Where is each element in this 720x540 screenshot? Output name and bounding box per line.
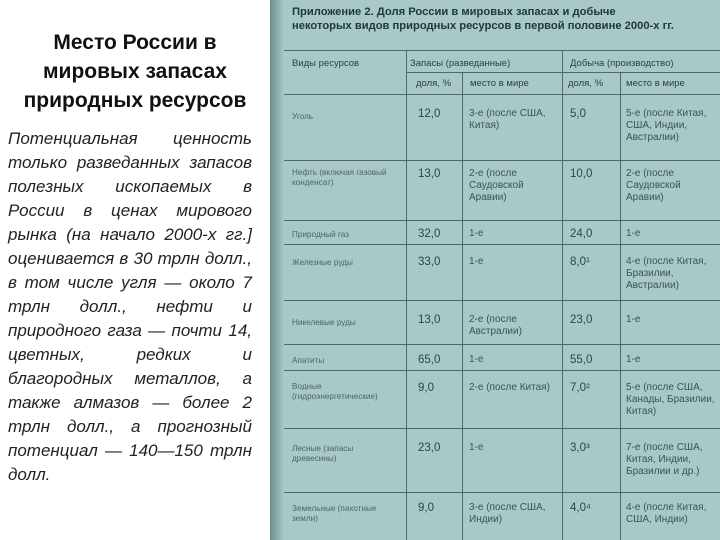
cell-prod-share: 7,0² (570, 382, 590, 394)
slide-title (8, 28, 262, 115)
cell-res-share: 32,0 (418, 228, 441, 240)
cell-res-place: 3-е (после США, Китая) (469, 108, 546, 131)
cell-resource: Нефть (включая газовый конденсат) (292, 168, 387, 187)
cell-prod-share: 24,0 (570, 228, 593, 240)
cell-resource: Железные руды (292, 258, 353, 267)
cell-prod-place: 4-е (после Китая, Бразилии, Австралии) (626, 256, 707, 291)
table-column-line (462, 72, 463, 540)
cell-res-place: 2-е (после Австралии) (469, 314, 522, 337)
table-column-line (406, 50, 407, 540)
table-rule (284, 94, 720, 95)
table-rule (284, 370, 720, 371)
table-rule (284, 50, 720, 51)
cell-res-share: 9,0 (418, 502, 434, 514)
table-rule (406, 72, 720, 73)
cell-prod-place: 7-е (после США, Китая, Индии, Бразилии и др.) (626, 442, 703, 477)
scanned-table-image (270, 0, 720, 540)
header-share: доля, % (416, 78, 452, 89)
table-rule (284, 344, 720, 345)
cell-prod-place: 2-е (после Саудовской Аравии) (626, 168, 681, 203)
table-rule (284, 300, 720, 301)
table-rule (284, 428, 720, 429)
table-caption-line: некоторых видов природных ресурсов в первой половине 2000-х гг. (292, 20, 674, 32)
title-line: природных ресурсов (23, 89, 247, 112)
table-column-line (562, 50, 563, 540)
cell-prod-place: 4-е (после Китая, США, Индии) (626, 502, 707, 525)
slide-text-panel (0, 0, 270, 540)
cell-res-place: 2-е (после Китая) (469, 382, 550, 393)
cell-prod-share: 10,0 (570, 168, 593, 180)
table-rule (284, 220, 720, 221)
cell-resource: Апатиты (292, 356, 325, 365)
cell-prod-place: 1-е (626, 354, 641, 365)
cell-resource: Природный газ (292, 230, 349, 239)
table-rule (284, 160, 720, 161)
cell-res-share: 13,0 (418, 168, 441, 180)
cell-res-place: 3-е (после США, Индии) (469, 502, 546, 525)
cell-prod-place: 5-е (после США, Канады, Бразилии, Китая) (626, 382, 715, 417)
cell-res-place: 1-е (469, 228, 484, 239)
cell-resource: Лесные (запасы древесины) (292, 444, 354, 463)
header-place-2: место в мире (626, 78, 685, 89)
cell-res-place: 2-е (после Саудовской Аравии) (469, 168, 524, 203)
cell-res-share: 13,0 (418, 314, 441, 326)
cell-res-place: 1-е (469, 442, 484, 453)
cell-prod-place: 5-е (после Китая, США, Индии, Австралии) (626, 108, 707, 143)
header-production: Добыча (производство) (570, 58, 674, 69)
cell-prod-place: 1-е (626, 314, 641, 325)
cell-res-share: 65,0 (418, 354, 441, 366)
cell-resource: Никелевые руды (292, 318, 356, 327)
cell-prod-share: 5,0 (570, 108, 586, 120)
cell-res-share: 9,0 (418, 382, 434, 394)
cell-res-share: 23,0 (418, 442, 441, 454)
cell-prod-share: 4,0⁴ (570, 502, 591, 514)
cell-resource: Водные (гидроэнергетические) (292, 382, 378, 401)
title-line: Место России в (53, 31, 217, 54)
header-resource: Виды ресурсов (292, 58, 360, 69)
cell-resource: Земельные (пахотные земли) (292, 504, 377, 523)
cell-resource: Уголь (292, 112, 314, 121)
header-place: место в мире (470, 78, 529, 89)
cell-prod-share: 8,0¹ (570, 256, 590, 268)
slide-body-text: Потенциальная ценность только разведанных запасов полезных ископаемых в России в ценах мирового рынка (на начало 2000-х гг.] оценивается в 30 трлн долл., в том числе угля — около 7 трлн долл., нефти и природного газа — почти 14, цветных, редких и благородных металлов, а также алмазов — более 2 трлн долл., а прогнозный потенциал — 140—150 трлн долл. (8, 129, 252, 484)
table-column-line (620, 72, 621, 540)
table-caption-line: Приложение 2. Доля России в мировых запасах и добыче (292, 6, 616, 18)
cell-res-share: 12,0 (418, 108, 441, 120)
cell-prod-place: 1-е (626, 228, 641, 239)
header-reserves: Запасы (разведанные) (410, 58, 511, 69)
header-share-2: доля, % (568, 78, 604, 89)
cell-prod-share: 55,0 (570, 354, 593, 366)
cell-res-place: 1-е (469, 354, 484, 365)
cell-prod-share: 3,0³ (570, 442, 590, 454)
cell-res-share: 33,0 (418, 256, 441, 268)
cell-res-place: 1-е (469, 256, 484, 267)
page-binding-shadow (270, 0, 284, 540)
table-rule (284, 244, 720, 245)
title-line: мировых запасах (43, 60, 227, 83)
table-rule (284, 492, 720, 493)
cell-prod-share: 23,0 (570, 314, 593, 326)
